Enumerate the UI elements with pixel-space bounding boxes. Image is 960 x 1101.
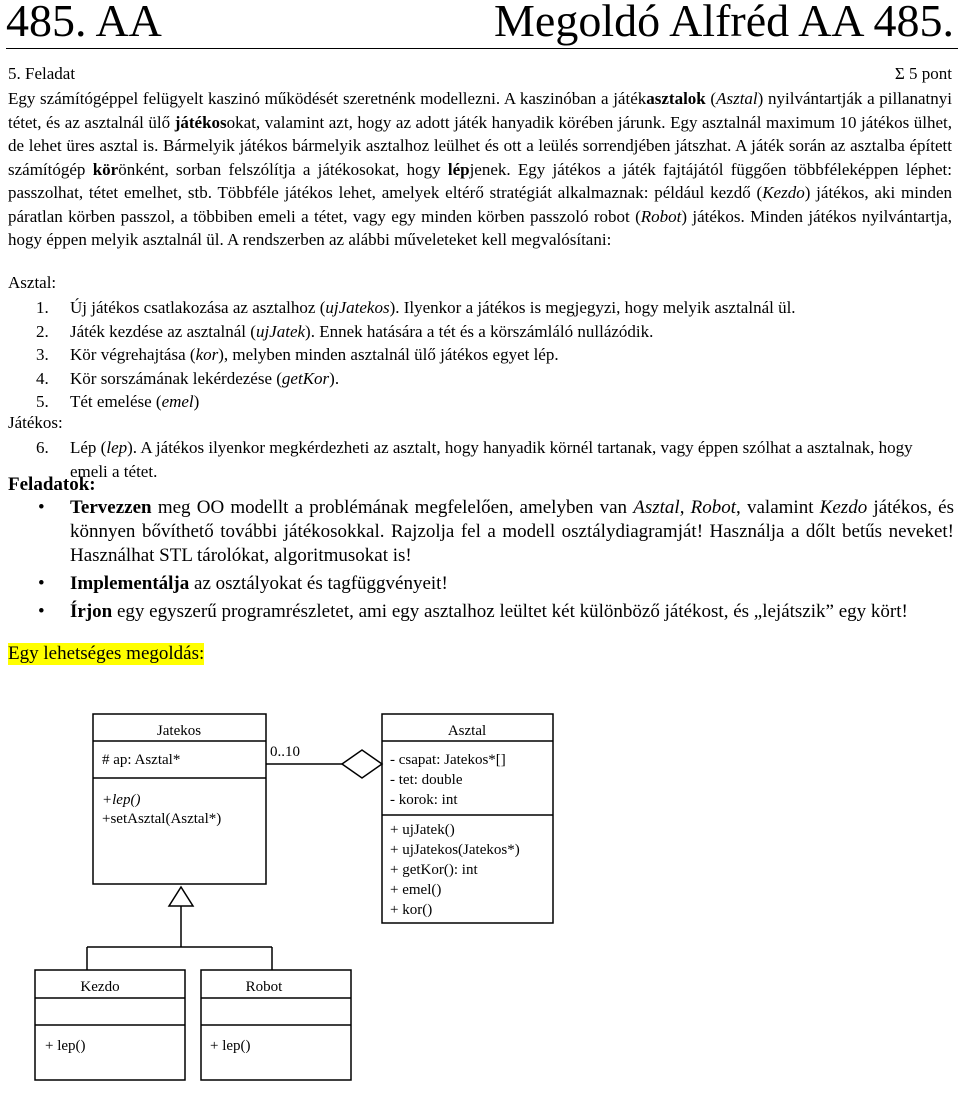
task-title: 5. Feladat xyxy=(8,64,76,83)
jatekos-attr: # ap: Asztal* xyxy=(102,752,181,768)
class-kezdo xyxy=(35,970,185,1080)
asztal_ops.2-segment: Kör végrehajtása ( xyxy=(70,345,196,364)
asztal_ops.3-segment: Kör sorszámának lekérdezése ( xyxy=(70,368,282,388)
robot-name: Robot xyxy=(245,979,283,995)
aggregation-diamond xyxy=(342,750,382,778)
asztal-op-getkor: + getKor(): int xyxy=(390,862,478,878)
header-left: 485. AA xyxy=(6,0,162,46)
description-segment: ) nyilvántartják a pillanatnyi tétet, és az asztalnál ülő xyxy=(8,89,953,132)
description-segment: okat, valamint azt, hogy az adott játék hanyadik körében járunk. Egy asztalnál maximum 10 játékos ülhet, de lehet üres asztal is. Bármelyik játékos bármelyik asztalhoz leülhet és ott a leülés sorrendjében játszhat. A játék során az asztalba épített számítógép xyxy=(8,112,952,179)
feladatok.0-segment: , valamint xyxy=(736,497,820,518)
description-segment: játékos xyxy=(174,112,227,132)
asztal_ops.2-segment: kor xyxy=(195,345,219,364)
description-segment: Egy számítógéppel felügyelt kaszinó működését szeretnénk modellezni. A kaszinóban a játék xyxy=(8,89,647,108)
asztal_ops.2-segment: ), melyben minden asztalnál ülő játékos egyet lép. xyxy=(218,345,559,364)
feladatok.0-segment: Asztal xyxy=(633,497,680,518)
asztal_ops.4-segment: Tét emelése ( xyxy=(70,392,162,411)
robot-op-lep: + lep() xyxy=(210,1038,251,1054)
operation-number: 5. xyxy=(36,392,49,411)
class-jatekos xyxy=(93,714,266,884)
feladatok.1-segment: az osztályokat és tagfüggvényeit! xyxy=(189,573,448,594)
asztal_ops.1-segment: ). Ennek hatására a tét és a körszámláló nullázódik. xyxy=(305,321,654,341)
description-segment: Asztal xyxy=(716,89,758,108)
bullet-icon: • xyxy=(38,497,45,518)
description-segment: kör xyxy=(92,159,119,179)
description-segment: Kezdo xyxy=(762,183,805,202)
aggregation-association xyxy=(266,744,382,778)
asztal_ops.4-segment: ) xyxy=(193,392,200,411)
asztal-op-ujjatekos: + ujJatekos(Jatekos*) xyxy=(390,842,520,858)
jatekos-op-lep: +lep() xyxy=(102,792,141,808)
asztal-attr-csapat: - csapat: Jatekos*[] xyxy=(390,752,506,768)
header-right: Megoldó Alfréd AA 485. xyxy=(494,0,954,46)
inheritance-triangle xyxy=(169,887,193,906)
feladatok.2-segment: egy egyszerű programrészletet, ami egy asztalhoz leültet két különböző játékost, és „lejátszik” egy kört! xyxy=(112,601,908,622)
asztal_ops.0-segment: ujJatekos xyxy=(325,298,390,317)
bullet-icon: • xyxy=(38,573,45,594)
feladatok.0-segment: , xyxy=(679,497,691,518)
class-asztal xyxy=(382,714,553,923)
feladatok.1-segment: Implementálja xyxy=(70,573,190,594)
asztal_ops.1-segment: Játék kezdése az asztalnál ( xyxy=(70,321,256,341)
feladatok.0-segment: játékos, és könnyen bővíthető további játékosokkal. Rajzolja fel a modell osztálydiagramját! Használja a dőlt betűs neveket! Használhat STL tárolókat, algoritmusokat is! xyxy=(70,497,955,566)
feladatok.0-segment: Robot xyxy=(690,497,737,518)
description-segment: lép xyxy=(447,159,470,179)
feladatok.0-segment: Kezdo xyxy=(819,497,868,518)
jatekos_ops.0-segment: ). A játékos ilyenkor megkérdezheti az asztalt, hogy hanyadik körnél tartanak, vagy éppen szólhat a asztalnak, hogy emeli a tétet. xyxy=(70,438,913,481)
operation-number: 6. xyxy=(36,438,49,457)
inheritance-arrow xyxy=(87,887,272,970)
jatekos-label: Játékos: xyxy=(8,413,63,432)
asztal_ops.3-segment: ). xyxy=(329,368,340,388)
asztal_ops.4-segment: emel xyxy=(161,392,194,411)
feladatok.0-segment: meg OO modellt a problémának megfelelően, amelyben van xyxy=(151,497,634,518)
asztal_ops.0-segment: Új játékos csatlakozása az asztalhoz ( xyxy=(70,298,326,317)
feladatok.2-segment: Írjon xyxy=(70,601,113,622)
description-segment: jenek. Egy játékos a játék fajtájától függően többféleképpen léphet: passzolhat, tétet emelhet, stb. Többféle játékos lehet, amelyek eltérő stratégiát alkalmaznak: például kezdő ( xyxy=(8,159,953,202)
jatekos-name: Jatekos xyxy=(156,723,202,739)
kezdo-name: Kezdo xyxy=(80,979,120,995)
operation-number: 1. xyxy=(36,298,49,317)
asztal-attr-korok: - korok: int xyxy=(390,792,458,808)
description-segment: önként, sorban felszólítja a játékosokat, hogy xyxy=(118,159,448,179)
asztal_ops.1-segment: ujJatek xyxy=(255,321,306,341)
operation-number: 2. xyxy=(36,321,49,341)
asztal-op-emel: + emel() xyxy=(390,882,442,898)
asztal_ops.3-segment: getKor xyxy=(281,368,330,388)
task-points: Σ 5 pont xyxy=(894,64,952,83)
jatekos_ops.0-segment: Lép ( xyxy=(70,438,107,457)
class-robot xyxy=(201,970,351,1080)
asztal-op-kor: + kor() xyxy=(390,902,433,918)
feladatok-label: Feladatok: xyxy=(8,474,96,495)
solution-label: Egy lehetséges megoldás: xyxy=(8,643,205,664)
multiplicity-label: 0..10 xyxy=(270,744,300,760)
description-segment: Robot xyxy=(640,206,682,226)
description-segment: ) játékos, aki minden páratlan körben passzol, a többiben emeli a tétet, vagy egy minden körben passzoló robot ( xyxy=(8,183,952,226)
operation-number: 3. xyxy=(36,345,49,364)
bullet-icon: • xyxy=(38,601,45,622)
description-segment: ) játékos. Minden játékos nyilvántartja, hogy éppen melyik asztalnál ül. A rendszerben az alábbi műveleteket kell megvalósítani: xyxy=(8,206,953,249)
operation-number: 4. xyxy=(36,368,49,388)
jatekos-op-setasztal: +setAsztal(Asztal*) xyxy=(102,811,222,827)
jatekos_ops.0-segment: lep xyxy=(106,438,128,457)
kezdo-op-lep: + lep() xyxy=(45,1038,86,1054)
feladatok.0-segment: Tervezzen xyxy=(70,497,152,518)
description-segment: ( xyxy=(705,89,717,108)
asztal-op-ujjatek: + ujJatek() xyxy=(390,822,455,838)
asztal-name: Asztal xyxy=(447,723,487,739)
asztal-attr-tet: - tet: double xyxy=(390,772,463,788)
asztal_ops.0-segment: ). Ilyenkor a játékos is megjegyzi, hogy melyik asztalnál ül. xyxy=(389,298,796,317)
asztal-label: Asztal: xyxy=(8,273,57,292)
description-segment: asztalok xyxy=(646,89,706,108)
